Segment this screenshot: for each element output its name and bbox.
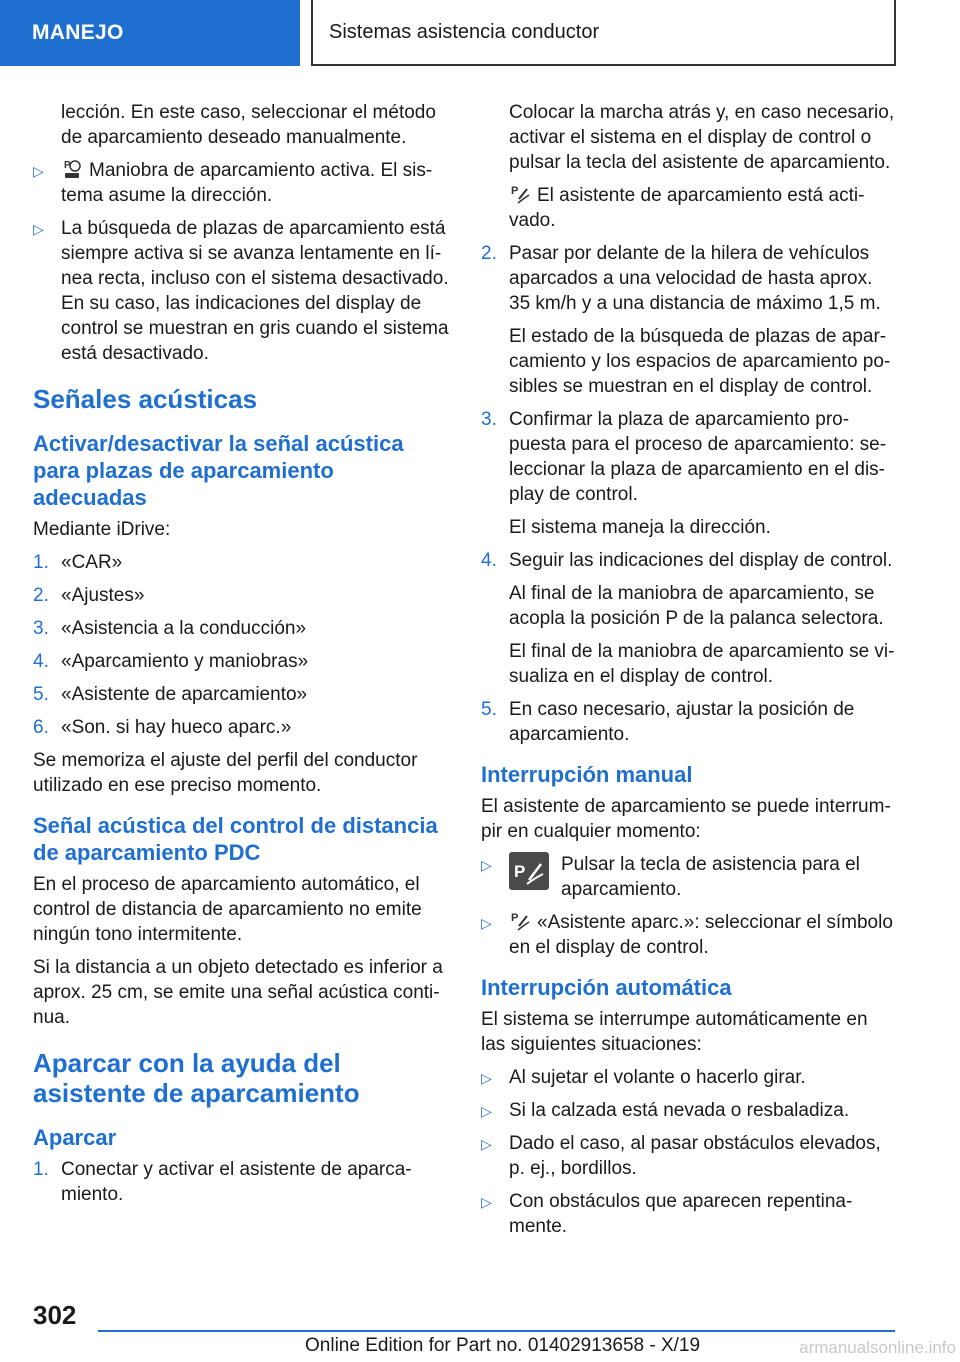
- bullet-text: Pulsar la tecla de asistencia para el aparcamiento.: [561, 854, 860, 900]
- bullet-text: Con obstáculos que aparecen repentinamente.: [509, 1191, 853, 1237]
- heading-activar-senal: Activar/desactivar la señal acústica para plazas de aparcamiento adecuadas: [33, 431, 404, 510]
- parking-button-icon: [509, 852, 549, 890]
- list-item: [33, 715, 453, 740]
- triangle-right-icon: ▷: [481, 1070, 492, 1086]
- svg-text:P: P: [64, 160, 71, 171]
- list-item: [481, 1131, 896, 1181]
- step-number: 5.: [481, 699, 497, 720]
- list-item: [481, 548, 896, 573]
- list-item: [481, 241, 896, 316]
- step-detail: Al final de la maniobra de aparcamiento, se acopla la posición P de la palanca selectora.: [509, 583, 884, 629]
- parking-assist-icon: [509, 910, 531, 932]
- bullet-text: Maniobra de aparcamiento activa. El sistema asume la dirección.: [61, 160, 433, 206]
- step-number: 6.: [33, 717, 49, 738]
- step-text: Conectar y activar el asistente de aparcamiento.: [61, 1159, 412, 1205]
- triangle-right-icon: ▷: [481, 1194, 492, 1210]
- list-item: [481, 697, 896, 747]
- triangle-right-icon: ▷: [481, 1103, 492, 1119]
- footer-divider: [98, 1330, 895, 1332]
- step-detail: El final de la maniobra de aparcamiento se visualiza en el display de control.: [509, 641, 895, 687]
- mediante-text: Mediante iDrive:: [33, 519, 171, 540]
- list-item: [33, 682, 453, 707]
- bullet-text: Si la calzada está nevada o resbaladiza.: [509, 1100, 850, 1121]
- step-text: «CAR»: [61, 552, 123, 573]
- svg-text:P: P: [511, 185, 519, 197]
- list-item: [481, 910, 896, 960]
- heading-pdc: Señal acústica del control de distancia de aparcamiento PDC: [33, 813, 438, 865]
- step-continuation: P El asistente de aparcamiento está activado.: [509, 185, 865, 231]
- step-number: 3.: [33, 618, 49, 639]
- list-item: [481, 1189, 896, 1239]
- pdc-paragraph-2: Si la distancia a un objeto detectado es inferior a aprox. 25 cm, se emite una señal acústica continua.: [33, 957, 443, 1028]
- heading-senales-acusticas: Señales acústicas: [33, 384, 258, 414]
- list-item: [481, 1098, 896, 1123]
- step-number: 3.: [481, 409, 497, 430]
- list-item: [33, 1157, 453, 1207]
- list-item: [33, 158, 453, 208]
- step-number: 4.: [481, 550, 497, 571]
- list-item: [481, 852, 896, 902]
- auto-paragraph: El sistema se interrumpe automáticamente en las siguientes situaciones:: [481, 1009, 868, 1055]
- section-tab: MANEJO: [0, 0, 300, 66]
- list-item: [33, 583, 453, 608]
- watermark: armanualsonline.info: [799, 1338, 956, 1357]
- parking-steering-icon: [61, 158, 83, 180]
- step-text: «Asistente de aparcamiento»: [61, 684, 308, 705]
- chapter-title: Sistemas asistencia conductor: [311, 0, 896, 66]
- step-number: 5.: [33, 684, 49, 705]
- right-column: [481, 100, 896, 1247]
- heading-interrupcion-manual: Interrupción manual: [481, 762, 693, 787]
- step-continuation: Colocar la marcha atrás y, en caso necesario, activar el sistema en el display de control o pulsar la tecla del asistente de aparcamiento.: [509, 102, 895, 173]
- svg-text:P: P: [514, 862, 526, 881]
- page-header: [0, 0, 960, 68]
- bullet-text: Dado el caso, al pasar obstáculos elevados, p. ej., bordillos.: [509, 1133, 881, 1179]
- page-number: 302: [33, 1300, 77, 1330]
- list-item: [33, 616, 453, 641]
- pdc-paragraph-1: En el proceso de aparcamiento automático, el control de distancia de aparcamiento no emite ningún tono intermitente.: [33, 874, 422, 945]
- heading-aparcar-ayuda: Aparcar con la ayuda del asistente de aparcamiento: [33, 1048, 360, 1108]
- svg-text:P: P: [511, 912, 519, 924]
- step-text: «Asistencia a la conducción»: [61, 618, 307, 639]
- step-number: 1.: [33, 552, 49, 573]
- triangle-right-icon: ▷: [33, 163, 44, 179]
- step-text: En caso necesario, ajustar la posición de aparcamiento.: [509, 699, 855, 745]
- step-number: 1.: [33, 1159, 49, 1180]
- step-number: 2.: [481, 243, 497, 264]
- step-number: 2.: [33, 585, 49, 606]
- list-item: [33, 649, 453, 674]
- step-detail: El sistema maneja la dirección.: [509, 517, 771, 538]
- bullet-text: La búsqueda de plazas de aparcamiento está siempre activa si se avanza lentamente en línea recta, incluso con el sistema desactivado. En su caso, las indicaciones del display de control se muestran en gris cuando el sistema está desactivado.: [61, 218, 449, 364]
- list-item: [481, 1065, 896, 1090]
- edition-text: Online Edition for Part no. 01402913658 - X/19: [305, 1335, 701, 1356]
- triangle-right-icon: ▷: [481, 915, 492, 931]
- step-text: Pasar por delante de la hilera de vehículos aparcados a una velocidad de hasta aprox. 35 km/h y a una distancia de máximo 1,5 m.: [509, 243, 881, 314]
- heading-interrupcion-automatica: Interrupción automática: [481, 975, 732, 1000]
- list-item: [33, 550, 453, 575]
- step-text: «Aparcamiento y maniobras»: [61, 651, 309, 672]
- bullet-text: Al sujetar el volante o hacerlo girar.: [509, 1067, 806, 1088]
- triangle-right-icon: ▷: [481, 857, 492, 873]
- list-item: [481, 407, 896, 507]
- bullet-text: «Asistente aparc.»: seleccionar el símbolo en el display de control.: [509, 912, 893, 958]
- memoriza-text: Se memoriza el ajuste del perfil del conductor utilizado en ese preciso momento.: [33, 750, 418, 796]
- step-detail: El estado de la búsqueda de plazas de aparcamiento y los espacios de aparcamiento posibles se muestran en el display de control.: [509, 326, 891, 397]
- step-text: Seguir las indicaciones del display de control.: [509, 550, 893, 571]
- parking-assist-icon: [509, 183, 531, 205]
- step-text: «Ajustes»: [61, 585, 145, 606]
- left-column: [33, 100, 453, 1215]
- intro-continuation: lección. En este caso, seleccionar el método de aparcamiento deseado manualmente.: [61, 102, 436, 148]
- triangle-right-icon: ▷: [33, 221, 44, 237]
- page-footer: [0, 1290, 960, 1362]
- step-number: 4.: [33, 651, 49, 672]
- manual-paragraph: El asistente de aparcamiento se puede interrumpir en cualquier momento:: [481, 796, 891, 842]
- step-text: Confirmar la plaza de aparcamiento propuesta para el proceso de aparcamiento: seleccionar la plaza de aparcamiento en el display de control.: [509, 409, 887, 505]
- triangle-right-icon: ▷: [481, 1136, 492, 1152]
- step-text: «Son. si hay hueco aparc.»: [61, 717, 292, 738]
- list-item: [33, 216, 453, 366]
- heading-aparcar: Aparcar: [33, 1125, 117, 1150]
